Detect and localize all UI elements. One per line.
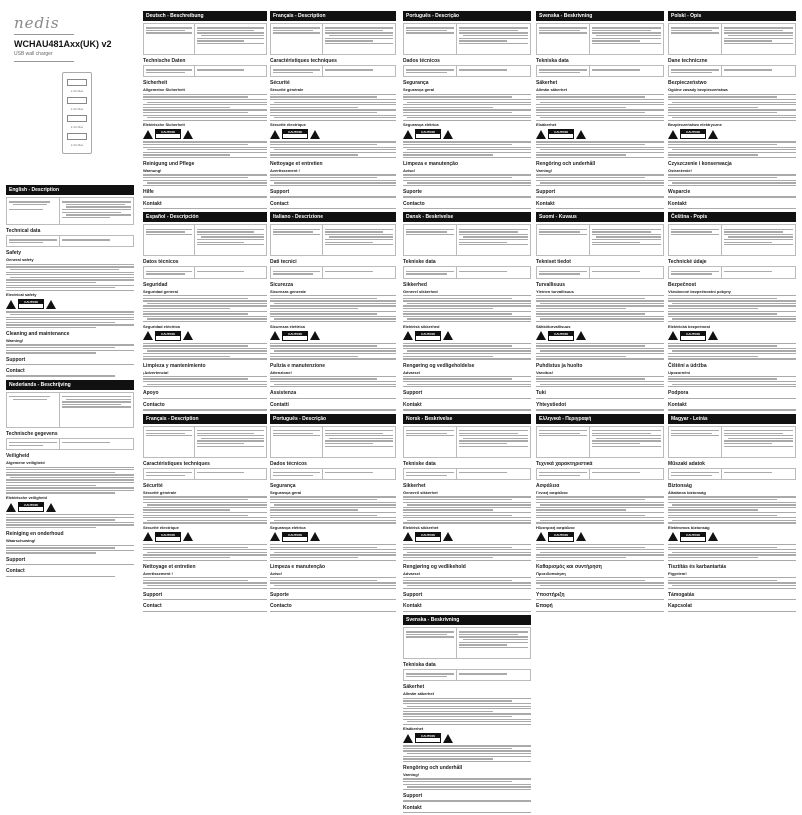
warning-label: ¡Advertencia! <box>143 369 169 375</box>
electrical-safety-heading: Elektrisk sikkerhed <box>403 323 440 329</box>
warning-label: Προειδοποίηση <box>536 570 566 576</box>
support-heading: Suporte <box>270 591 289 598</box>
warning-label: Advarsel <box>403 369 420 375</box>
safety-heading: Safety <box>6 250 22 257</box>
tech-table <box>6 438 134 450</box>
tech-heading: Tekniska data <box>536 58 569 64</box>
general-safety-heading: Sicurezza generale <box>270 288 307 294</box>
warning-triangle-icon <box>310 532 320 541</box>
caution-warning <box>143 532 267 542</box>
contact-heading: Contacto <box>403 200 425 207</box>
usb-port-icon <box>67 115 87 122</box>
contact-heading: Yhteystiedot <box>536 402 567 409</box>
cleaning-heading: Cleaning and maintenance <box>6 331 70 338</box>
tech-heading: Műszaki adatok <box>668 460 705 467</box>
general-safety-heading: Algemene veiligheid <box>6 460 45 466</box>
safety-heading: Biztonság <box>668 483 692 490</box>
general-safety-heading: General safety <box>6 257 34 263</box>
product-code: WCHAU481Axx(UK) v2 <box>14 39 112 49</box>
warning-triangle-icon <box>6 503 16 512</box>
contact-heading: Contacto <box>143 402 165 409</box>
tech-table <box>403 468 531 480</box>
tech-heading: Technical data <box>6 228 41 234</box>
electrical-safety-heading: Sähköturvallisuus <box>536 323 571 329</box>
warning-triangle-icon <box>668 130 678 139</box>
tech-table <box>403 669 531 681</box>
caution-label: CAUTION <box>18 502 44 512</box>
safety-heading: Sécurité <box>270 80 290 87</box>
caution-warning <box>536 331 664 341</box>
support-heading: Support <box>143 591 163 598</box>
general-safety-heading: Segurança geral <box>403 87 435 93</box>
caution-warning <box>403 331 531 341</box>
warning-triangle-icon <box>143 130 153 139</box>
description-table <box>403 23 531 55</box>
warning-triangle-icon <box>536 532 546 541</box>
warning-triangle-icon <box>443 532 453 541</box>
contact-heading: Kontakt <box>403 402 422 409</box>
warning-triangle-icon <box>576 130 586 139</box>
column-6 <box>668 8 796 613</box>
tech-table <box>536 468 664 480</box>
tech-table <box>270 65 396 77</box>
warning-triangle-icon <box>6 300 16 309</box>
general-safety-heading: Sécurité générale <box>143 490 177 496</box>
warning-triangle-icon <box>46 300 56 309</box>
description-table <box>143 426 267 458</box>
support-heading: Support <box>403 591 423 598</box>
general-safety-heading: Γενική ασφάλεια <box>536 490 568 496</box>
tech-table <box>536 65 664 77</box>
warning-triangle-icon <box>536 331 546 340</box>
column-3 <box>270 8 396 613</box>
support-heading: Hilfe <box>143 189 154 196</box>
general-safety-heading: Általános biztonság <box>668 490 706 496</box>
warning-triangle-icon <box>443 331 453 340</box>
section-banner: Español - Descripción <box>143 212 267 222</box>
tech-heading: Technické údaje <box>668 259 707 266</box>
tech-table <box>143 266 267 278</box>
section-banner: Français - Description <box>270 11 396 21</box>
section-banner: Čeština - Popis <box>668 212 796 222</box>
description-table <box>668 224 796 256</box>
divider <box>14 61 74 62</box>
description-table <box>536 426 664 458</box>
tech-heading: Tekniset tiedot <box>536 259 571 266</box>
column-2 <box>143 8 267 613</box>
contact-heading: Contact <box>143 603 162 610</box>
caution-warning <box>403 129 531 139</box>
caution-label: CAUTION <box>680 331 706 341</box>
caution-label: CAUTION <box>155 331 181 341</box>
safety-heading: Bezpečnost <box>668 281 697 288</box>
warning-triangle-icon <box>183 331 193 340</box>
description-table <box>6 392 134 428</box>
section-banner: Ελληνικά - Περιγραφή <box>536 414 664 424</box>
cleaning-heading: Puhdistus ja huolto <box>536 362 583 369</box>
contact-heading: Kontakt <box>143 200 162 207</box>
warning-triangle-icon <box>708 331 718 340</box>
divider <box>14 34 74 35</box>
section-banner: Norsk - Beskrivelse <box>403 414 531 424</box>
support-heading: Tuki <box>536 390 546 397</box>
description-table <box>403 426 531 458</box>
usb-port-icon <box>67 79 87 86</box>
warning-triangle-icon <box>443 130 453 139</box>
tech-table <box>6 235 134 247</box>
warning-triangle-icon <box>668 331 678 340</box>
port-label: 2.4A Max <box>70 89 84 93</box>
cleaning-heading: Reinigung und Pflege <box>143 161 195 168</box>
port-label: 2.4A Max <box>70 125 84 129</box>
electrical-safety-heading: Elektrische veiligheid <box>6 495 47 501</box>
warning-triangle-icon <box>576 532 586 541</box>
caution-warning <box>668 331 796 341</box>
warning-triangle-icon <box>270 130 280 139</box>
warning-label: Varoitus! <box>536 369 554 375</box>
warning-triangle-icon <box>183 130 193 139</box>
support-heading: Podpora <box>668 390 689 397</box>
contact-heading: Contact <box>6 568 25 575</box>
electrical-safety-heading: Seguridad eléctrica <box>143 323 180 329</box>
description-table <box>270 426 396 458</box>
tech-table <box>143 65 267 77</box>
section-banner: Italiano - Descrizione <box>270 212 396 222</box>
electrical-safety-heading: Elektromos biztonság <box>668 524 710 530</box>
section-banner: Français - Description <box>143 414 267 424</box>
tech-table <box>536 266 664 278</box>
general-safety-heading: Segurança geral <box>270 490 302 496</box>
warning-triangle-icon <box>270 532 280 541</box>
contact-heading: Kontakt <box>403 804 422 811</box>
safety-heading: Sicherheit <box>143 80 168 87</box>
caution-warning <box>403 532 531 542</box>
general-safety-heading: Allmän säkerhet <box>536 87 567 93</box>
electrical-safety-heading: Elsäkerhet <box>536 122 557 128</box>
contact-heading: Kontakt <box>668 200 687 207</box>
electrical-safety-heading: Segurança elétrica <box>403 122 439 128</box>
tech-table <box>143 468 267 480</box>
section-banner: Suomi - Kuvaus <box>536 212 664 222</box>
safety-heading: Säkerhet <box>536 80 558 87</box>
warning-triangle-icon <box>310 331 320 340</box>
warning-label: Waarschuwing! <box>6 538 36 544</box>
description-table <box>270 23 396 55</box>
support-heading: Wsparcie <box>668 189 691 196</box>
tech-table <box>403 65 531 77</box>
cleaning-heading: Pulizia e manutenzione <box>270 362 326 369</box>
section-banner: Magyar - Leírás <box>668 414 796 424</box>
charger-illustration <box>62 72 92 154</box>
usb-port-icon <box>67 97 87 104</box>
warning-triangle-icon <box>403 130 413 139</box>
description-table <box>143 224 267 256</box>
safety-heading: Ασφάλεια <box>536 483 560 490</box>
electrical-safety-heading: Elektrická bezpečnost <box>668 323 711 329</box>
warning-label: Aviso! <box>270 570 283 576</box>
cleaning-heading: Rengöring och underhåll <box>536 161 596 168</box>
tech-heading: Dane techniczne <box>668 58 708 64</box>
warning-triangle-icon <box>403 532 413 541</box>
electrical-safety-heading: Sicurezza elettrica <box>270 323 305 329</box>
general-safety-heading: Ogólne zasady bezpieczeństwa <box>668 87 728 93</box>
contact-heading: Contacto <box>270 603 292 610</box>
general-safety-heading: Allgemeine Sicherheit <box>143 87 185 93</box>
caution-warning <box>270 331 396 341</box>
description-table <box>403 224 531 256</box>
caution-label: CAUTION <box>155 532 181 542</box>
caution-label: CAUTION <box>548 331 574 341</box>
tech-table <box>270 266 396 278</box>
support-heading: Támogatás <box>668 591 695 598</box>
tech-table <box>270 468 396 480</box>
warning-label: Attenzione! <box>270 369 292 375</box>
warning-label: Upozornění <box>668 369 690 375</box>
tech-heading: Τεχνικά χαρακτηριστικά <box>536 460 593 467</box>
tech-heading: Tekniske data <box>403 259 436 266</box>
usb-port-icon <box>67 133 87 140</box>
caution-warning <box>143 331 267 341</box>
warning-triangle-icon <box>403 331 413 340</box>
caution-warning <box>270 129 396 139</box>
caution-warning <box>536 532 664 542</box>
safety-heading: Segurança <box>270 483 296 490</box>
tech-table <box>668 468 796 480</box>
section-banner: Português - Descrição <box>403 11 531 21</box>
electrical-safety-heading: Sécurité électrique <box>270 122 306 128</box>
electrical-safety-heading: Elsäkerhet <box>403 726 424 732</box>
section-banner: Português - Descrição <box>270 414 396 424</box>
caution-label: CAUTION <box>415 331 441 341</box>
safety-heading: Sikkerhet <box>403 483 426 490</box>
warning-label: Advarsel <box>403 570 420 576</box>
caution-label: CAUTION <box>548 129 574 139</box>
section-banner-en: English - Description <box>6 185 134 195</box>
caution-warning <box>668 129 796 139</box>
description-table <box>536 224 664 256</box>
description-table <box>143 23 267 55</box>
support-heading: Support <box>6 356 26 363</box>
electrical-safety-heading: Elektrische Sicherheit <box>143 122 185 128</box>
cleaning-heading: Rengöring och underhåll <box>403 765 463 772</box>
description-table <box>668 23 796 55</box>
electrical-safety-heading: Bezpieczeństwo elektryczne <box>668 122 722 128</box>
cleaning-heading: Nettoyage et entretien <box>143 563 196 570</box>
description-table <box>270 224 396 256</box>
contact-heading: Kapcsolat <box>668 603 692 610</box>
warning-triangle-icon <box>708 130 718 139</box>
electrical-safety-heading: Electrical safety <box>6 292 37 298</box>
column-4 <box>403 8 531 815</box>
contact-heading: Kontakt <box>403 603 422 610</box>
tech-table <box>668 266 796 278</box>
cleaning-heading: Rengjøring og vedlikehold <box>403 563 466 570</box>
contact-heading: Contatti <box>270 402 289 409</box>
warning-triangle-icon <box>403 734 413 743</box>
column-5 <box>536 8 664 613</box>
column-1 <box>6 8 134 578</box>
general-safety-heading: Generell sikkerhet <box>403 490 438 496</box>
warning-triangle-icon <box>270 331 280 340</box>
general-safety-heading: Allmän säkerhet <box>403 691 434 697</box>
general-safety-heading: Všeobecné bezpečnostní pokyny <box>668 288 731 294</box>
tech-heading: Technische gegevens <box>6 430 58 437</box>
description-table <box>668 426 796 458</box>
description-table <box>536 23 664 55</box>
support-heading: Support <box>403 390 423 397</box>
warning-label: Figyelem! <box>668 570 687 576</box>
warning-triangle-icon <box>576 331 586 340</box>
support-heading: Apoyo <box>143 390 159 397</box>
tech-heading: Datos técnicos <box>143 259 179 266</box>
section-banner-nl: Nederlands - Beschrijving <box>6 380 134 390</box>
caution-label: CAUTION <box>155 129 181 139</box>
safety-heading: Segurança <box>403 80 429 87</box>
caution-warning <box>6 502 134 512</box>
safety-heading: Seguridad <box>143 281 168 288</box>
cleaning-heading: Καθαρισμός και συντήρηση <box>536 563 602 570</box>
section-banner: Svenska - Beskrivning <box>536 11 664 21</box>
cleaning-heading: Limpieza y mantenimiento <box>143 362 206 369</box>
support-heading: Support <box>6 556 26 563</box>
cleaning-heading: Czyszczenie i konserwacja <box>668 161 732 168</box>
contact-heading: Contact <box>6 368 25 375</box>
safety-heading: Sicurezza <box>270 281 294 288</box>
contact-heading: Kontakt <box>668 402 687 409</box>
caution-label: CAUTION <box>282 129 308 139</box>
tech-table <box>668 65 796 77</box>
cleaning-heading: Nettoyage et entretien <box>270 161 323 168</box>
support-heading: Support <box>403 793 423 800</box>
caution-label: CAUTION <box>680 129 706 139</box>
caution-warning <box>270 532 396 542</box>
safety-heading: Sikkerhed <box>403 281 427 288</box>
tech-heading: Tekniska data <box>403 661 436 668</box>
section-banner: Svenska - Beskrivning <box>403 615 531 625</box>
contact-heading: Kontakt <box>536 200 555 207</box>
tech-heading: Dati tecnici <box>270 259 297 266</box>
caution-warning <box>536 129 664 139</box>
caution-warning <box>6 299 134 309</box>
warning-triangle-icon <box>668 532 678 541</box>
safety-heading: Turvallisuus <box>536 281 566 288</box>
support-heading: Support <box>536 189 556 196</box>
caution-label: CAUTION <box>415 532 441 542</box>
description-table <box>403 627 531 659</box>
cleaning-heading: Reiniging en onderhoud <box>6 531 64 538</box>
support-heading: Support <box>270 189 290 196</box>
tech-heading: Dados técnicos <box>403 58 440 64</box>
warning-triangle-icon <box>708 532 718 541</box>
caution-warning <box>403 733 531 743</box>
safety-heading: Säkerhet <box>403 684 425 691</box>
section-banner: Dansk - Beskrivelse <box>403 212 531 222</box>
contact-heading: Επαφή <box>536 603 553 610</box>
warning-triangle-icon <box>310 130 320 139</box>
warning-triangle-icon <box>143 331 153 340</box>
section-banner: Deutsch - Beschreibung <box>143 11 267 21</box>
caution-label: CAUTION <box>548 532 574 542</box>
warning-label: Aviso! <box>403 168 416 174</box>
safety-heading: Veiligheid <box>6 453 30 460</box>
tech-heading: Technische Daten <box>143 58 186 64</box>
electrical-safety-heading: Segurança elétrica <box>270 524 306 530</box>
warning-label: Warning! <box>6 338 24 344</box>
contact-heading: Contact <box>270 200 289 207</box>
caution-label: CAUTION <box>282 532 308 542</box>
warning-label: Varning! <box>536 168 553 174</box>
caution-warning <box>668 532 796 542</box>
warning-label: Ostrzeżenie! <box>668 168 692 174</box>
description-table <box>6 197 134 225</box>
product-name: USB wall charger <box>14 51 53 57</box>
caution-label: CAUTION <box>415 129 441 139</box>
warning-label: Warnung! <box>143 168 162 174</box>
cleaning-heading: Limpeza e manutenção <box>270 563 326 570</box>
warning-triangle-icon <box>536 130 546 139</box>
support-heading: Assistenza <box>270 390 297 397</box>
caution-label: CAUTION <box>680 532 706 542</box>
tech-heading: Caractéristiques techniques <box>143 460 210 467</box>
port-label: 2.4A Max <box>70 107 84 111</box>
cleaning-heading: Tisztítás és karbantartás <box>668 563 727 570</box>
caution-warning <box>143 129 267 139</box>
cleaning-heading: Rengøring og vedligeholdelse <box>403 362 475 369</box>
support-heading: Υποστήριξη <box>536 591 565 598</box>
tech-heading: Caractéristiques techniques <box>270 58 337 64</box>
cleaning-heading: Limpeza e manutenção <box>403 161 459 168</box>
general-safety-heading: Sécurité générale <box>270 87 304 93</box>
tech-heading: Dados técnicos <box>270 460 307 467</box>
cleaning-heading: Čištění a údržba <box>668 362 707 369</box>
tech-heading: Tekniske data <box>403 460 436 467</box>
general-safety-heading: Yleinen turvallisuus <box>536 288 574 294</box>
general-safety-heading: Seguridad general <box>143 288 178 294</box>
electrical-safety-heading: Sécurité électrique <box>143 524 179 530</box>
safety-heading: Sécurité <box>143 483 163 490</box>
warning-label: Avertissement ! <box>143 570 173 576</box>
electrical-safety-heading: Elektrisk sikkerhet <box>403 524 439 530</box>
warning-triangle-icon <box>183 532 193 541</box>
warning-label: Varning! <box>403 772 420 778</box>
electrical-safety-heading: Ηλεκτρική ασφάλεια <box>536 524 575 530</box>
warning-triangle-icon <box>443 734 453 743</box>
caution-label: CAUTION <box>282 331 308 341</box>
support-heading: Suporte <box>403 189 422 196</box>
warning-triangle-icon <box>46 503 56 512</box>
section-banner: Polski - Opis <box>668 11 796 21</box>
warning-triangle-icon <box>143 532 153 541</box>
port-label: 2.4A Max <box>70 143 84 147</box>
safety-heading: Bezpieczeństwo <box>668 80 707 87</box>
caution-label: CAUTION <box>18 299 44 309</box>
brand-logo: nedis <box>14 14 60 32</box>
warning-label: Avertissement ! <box>270 168 300 174</box>
caution-label: CAUTION <box>415 733 441 743</box>
general-safety-heading: Generel sikkerhed <box>403 288 438 294</box>
tech-table <box>403 266 531 278</box>
